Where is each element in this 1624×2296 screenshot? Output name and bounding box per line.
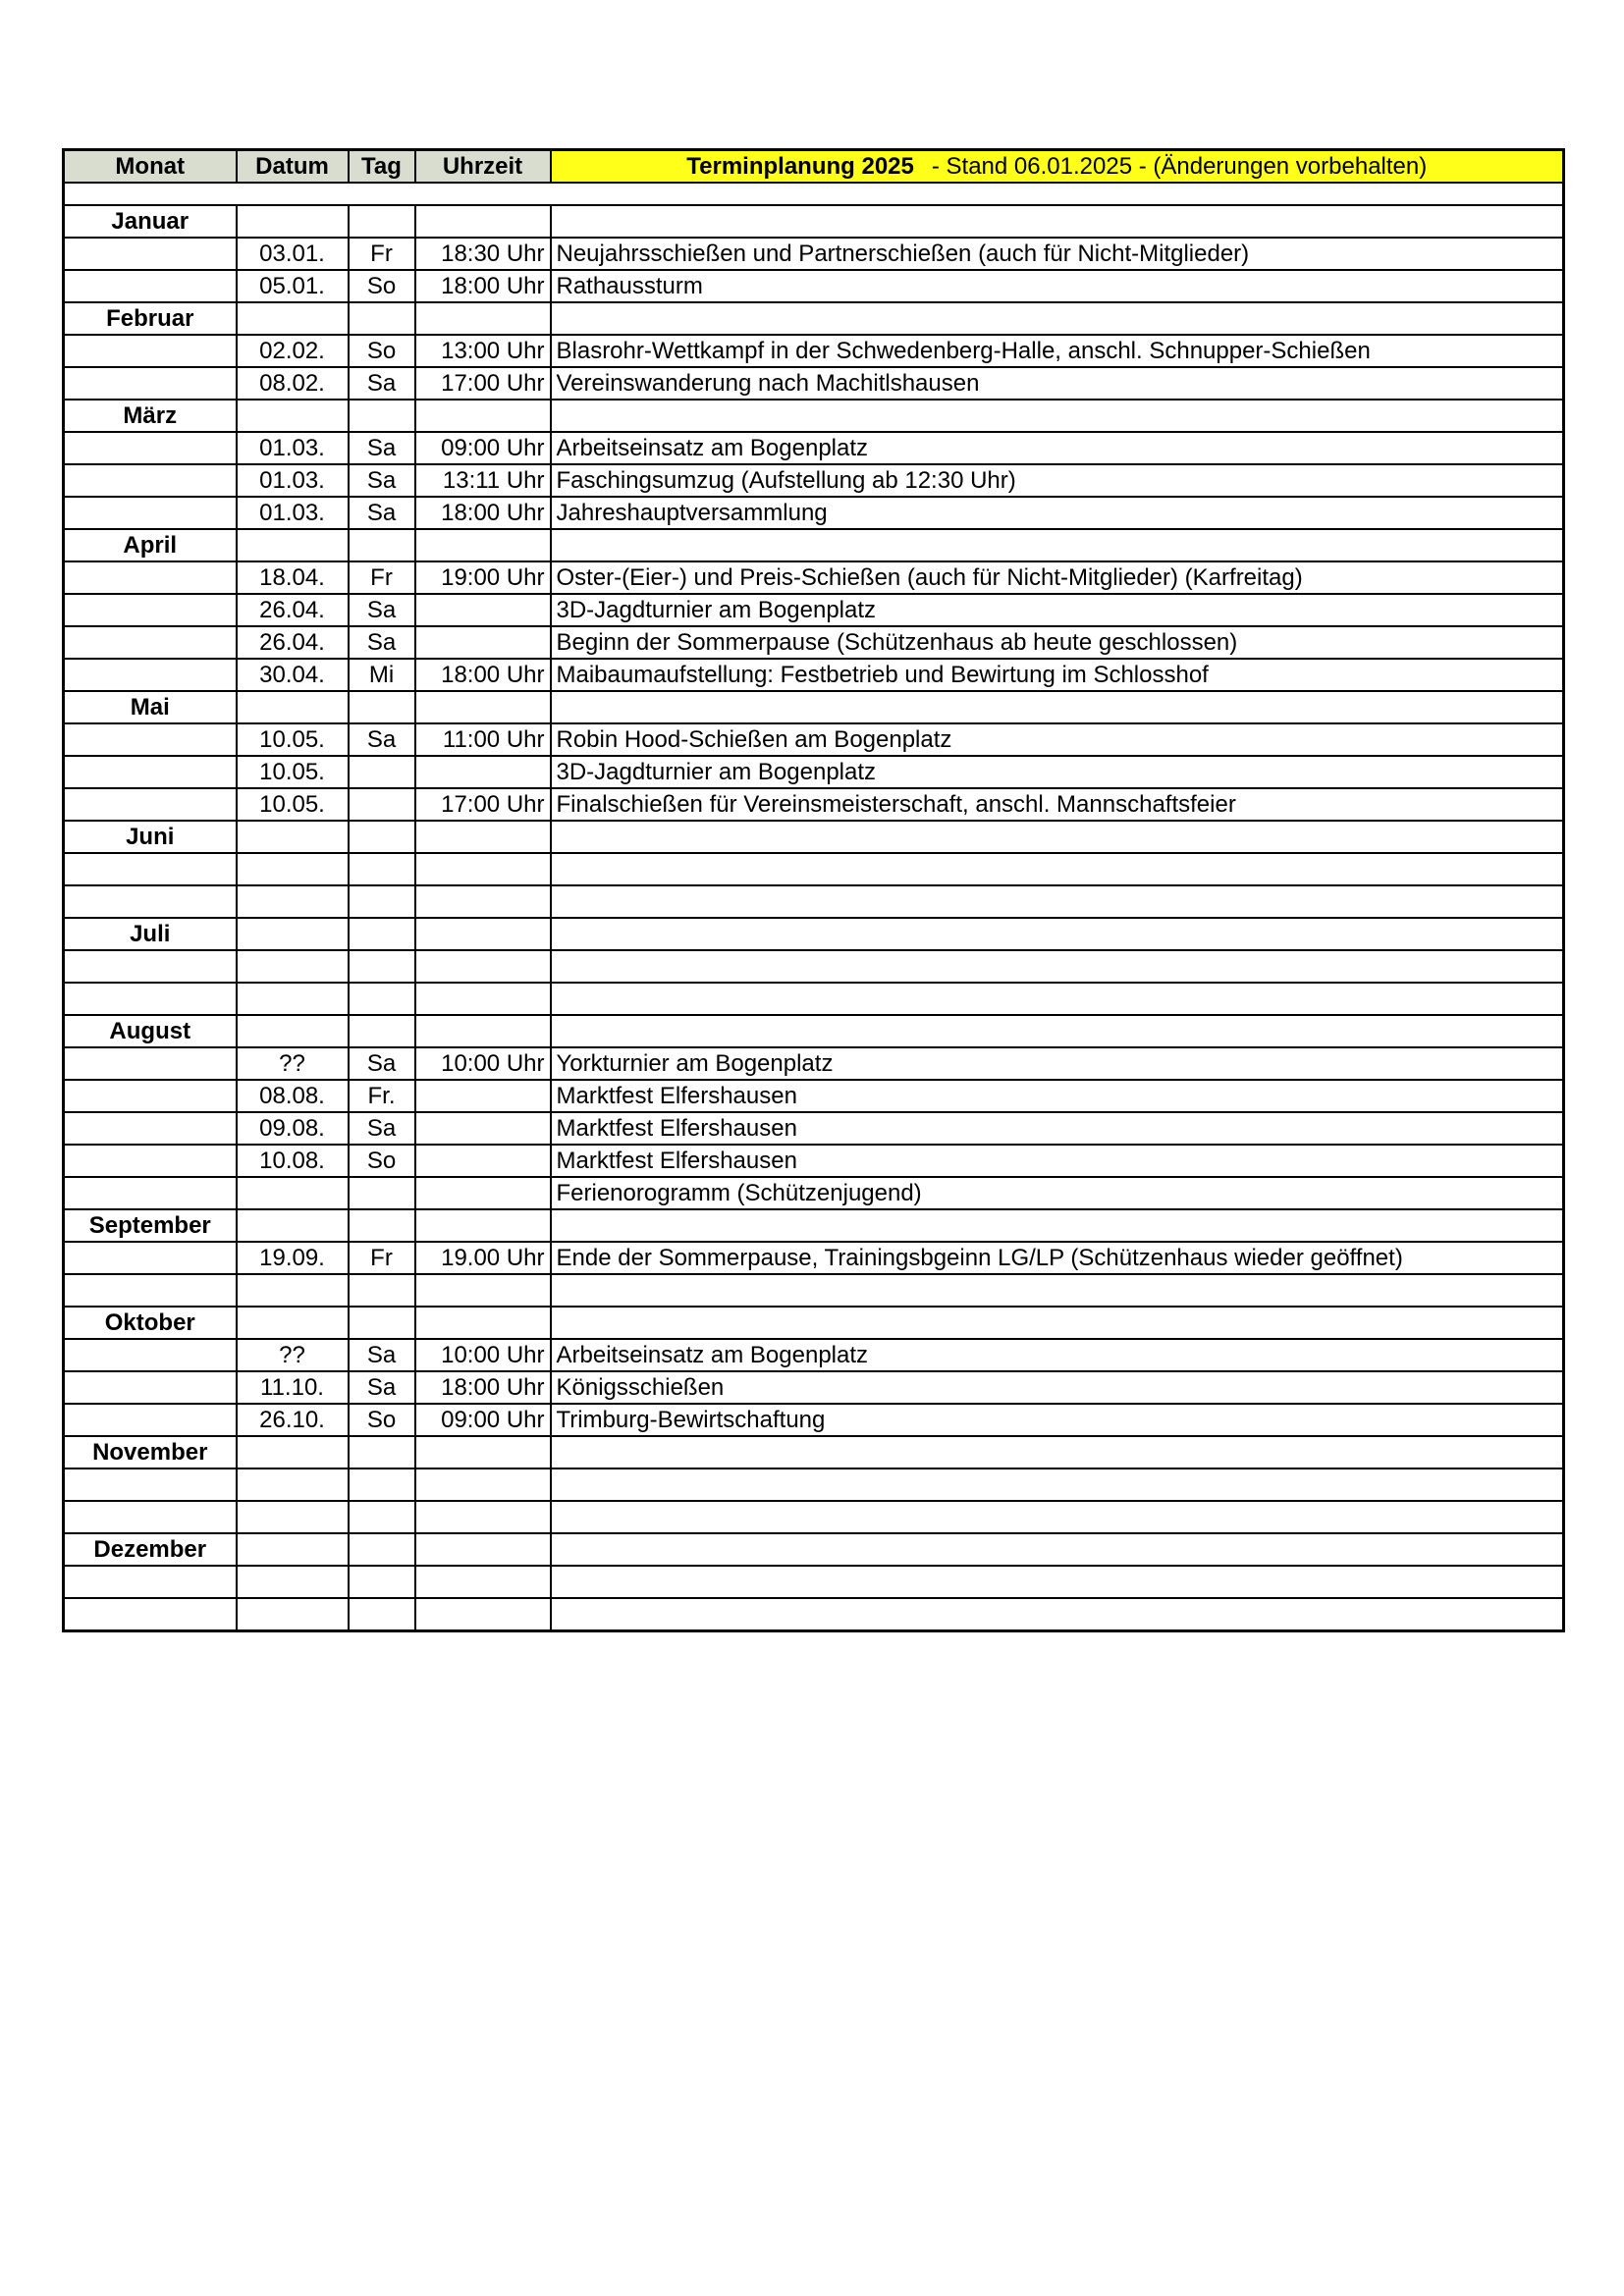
cell-tag — [349, 205, 415, 238]
cell-tag — [349, 1209, 415, 1242]
cell-event — [551, 1307, 1564, 1339]
cell-tag: Sa — [349, 626, 415, 659]
cell-event: Finalschießen für Vereinsmeisterschaft, anschl. Mannschaftsfeier — [551, 788, 1564, 821]
cell-uhrzeit: 13:00 Uhr — [415, 335, 551, 367]
table-row — [64, 497, 1564, 529]
cell-uhrzeit — [415, 1598, 551, 1631]
cell-event — [551, 853, 1564, 885]
cell-event: Neujahrsschießen und Partnerschießen (auch für Nicht-Mitglieder) — [551, 238, 1564, 270]
cell-uhrzeit — [415, 594, 551, 626]
cell-event — [551, 1533, 1564, 1566]
cell-uhrzeit: 11:00 Uhr — [415, 723, 551, 756]
cell-uhrzeit — [415, 1080, 551, 1112]
cell-uhrzeit — [415, 821, 551, 853]
cell-uhrzeit: 17:00 Uhr — [415, 788, 551, 821]
cell-event: Beginn der Sommerpause (Schützenhaus ab heute geschlossen) — [551, 626, 1564, 659]
cell-event: Arbeitseinsatz am Bogenplatz — [551, 432, 1564, 464]
cell-datum — [237, 400, 349, 432]
month-row — [64, 691, 1564, 723]
cell-datum — [237, 691, 349, 723]
cell-monat — [64, 950, 237, 983]
cell-monat — [64, 1112, 237, 1145]
month-row — [64, 1209, 1564, 1242]
table-row — [64, 238, 1564, 270]
cell-monat — [64, 1468, 237, 1501]
cell-tag — [349, 1177, 415, 1209]
table-row — [64, 367, 1564, 400]
cell-tag — [349, 400, 415, 432]
cell-event — [551, 1598, 1564, 1631]
cell-monat — [64, 1080, 237, 1112]
cell-tag — [349, 885, 415, 918]
cell-uhrzeit — [415, 626, 551, 659]
month-row — [64, 529, 1564, 561]
cell-tag: Fr — [349, 561, 415, 594]
cell-event: Yorkturnier am Bogenplatz — [551, 1047, 1564, 1080]
cell-monat — [64, 270, 237, 302]
cell-tag — [349, 529, 415, 561]
schedule-body — [64, 205, 1564, 1631]
cell-event: Ende der Sommerpause, Trainingsbgeinn LG/LP (Schützenhaus wieder geöffnet) — [551, 1242, 1564, 1274]
document-title: Terminplanung 2025 — [686, 152, 914, 180]
cell-tag — [349, 1015, 415, 1047]
table-row — [64, 1177, 1564, 1209]
cell-uhrzeit — [415, 1501, 551, 1533]
cell-monat: August — [64, 1015, 237, 1047]
cell-tag: Mi — [349, 659, 415, 691]
cell-event — [551, 205, 1564, 238]
table-row — [64, 950, 1564, 983]
cell-monat — [64, 659, 237, 691]
cell-datum — [237, 950, 349, 983]
cell-tag — [349, 302, 415, 335]
cell-datum — [237, 1501, 349, 1533]
cell-uhrzeit — [415, 1177, 551, 1209]
cell-datum — [237, 1598, 349, 1631]
cell-uhrzeit: 09:00 Uhr — [415, 432, 551, 464]
cell-uhrzeit — [415, 1533, 551, 1566]
cell-uhrzeit: 19.00 Uhr — [415, 1242, 551, 1274]
cell-datum: 11.10. — [237, 1371, 349, 1404]
table-row — [64, 853, 1564, 885]
cell-monat — [64, 1242, 237, 1274]
cell-monat: November — [64, 1436, 237, 1468]
cell-event: Marktfest Elfershausen — [551, 1112, 1564, 1145]
cell-datum — [237, 302, 349, 335]
cell-datum: 26.04. — [237, 626, 349, 659]
cell-event: Marktfest Elfershausen — [551, 1145, 1564, 1177]
cell-monat: Juni — [64, 821, 237, 853]
cell-tag: Sa — [349, 497, 415, 529]
cell-tag — [349, 756, 415, 788]
cell-tag — [349, 1436, 415, 1468]
cell-datum: 10.05. — [237, 788, 349, 821]
cell-event: Oster-(Eier-) und Preis-Schießen (auch für Nicht-Mitglieder) (Karfreitag) — [551, 561, 1564, 594]
cell-tag — [349, 691, 415, 723]
cell-monat — [64, 983, 237, 1015]
cell-datum: 01.03. — [237, 464, 349, 497]
cell-tag — [349, 1566, 415, 1598]
cell-monat — [64, 626, 237, 659]
cell-monat — [64, 1274, 237, 1307]
table-row — [64, 723, 1564, 756]
cell-datum — [237, 1274, 349, 1307]
cell-uhrzeit — [415, 205, 551, 238]
month-row — [64, 1307, 1564, 1339]
cell-monat — [64, 853, 237, 885]
cell-monat — [64, 1501, 237, 1533]
cell-datum: 03.01. — [237, 238, 349, 270]
cell-event — [551, 1274, 1564, 1307]
cell-uhrzeit — [415, 691, 551, 723]
table-row — [64, 1339, 1564, 1371]
cell-datum: 01.03. — [237, 432, 349, 464]
document-status-note: - Stand 06.01.2025 - (Änderungen vorbehalten) — [931, 152, 1428, 180]
table-row — [64, 561, 1564, 594]
cell-uhrzeit — [415, 1209, 551, 1242]
cell-monat: März — [64, 400, 237, 432]
cell-event — [551, 918, 1564, 950]
cell-monat: Februar — [64, 302, 237, 335]
cell-event — [551, 983, 1564, 1015]
table-row — [64, 1598, 1564, 1631]
cell-event — [551, 1566, 1564, 1598]
cell-datum: 18.04. — [237, 561, 349, 594]
table-row — [64, 1145, 1564, 1177]
table-row — [64, 788, 1564, 821]
cell-event: Robin Hood-Schießen am Bogenplatz — [551, 723, 1564, 756]
cell-uhrzeit — [415, 302, 551, 335]
cell-datum: 05.01. — [237, 270, 349, 302]
cell-monat — [64, 1047, 237, 1080]
cell-uhrzeit: 10:00 Uhr — [415, 1339, 551, 1371]
cell-event — [551, 1436, 1564, 1468]
cell-monat: April — [64, 529, 237, 561]
cell-event — [551, 1501, 1564, 1533]
table-row — [64, 983, 1564, 1015]
cell-event — [551, 400, 1564, 432]
table-row — [64, 756, 1564, 788]
cell-datum: 10.05. — [237, 756, 349, 788]
cell-monat — [64, 497, 237, 529]
cell-datum — [237, 1209, 349, 1242]
cell-datum — [237, 1533, 349, 1566]
cell-event — [551, 1209, 1564, 1242]
cell-event — [551, 950, 1564, 983]
cell-monat — [64, 1371, 237, 1404]
cell-datum — [237, 853, 349, 885]
cell-uhrzeit: 18:00 Uhr — [415, 1371, 551, 1404]
cell-monat — [64, 561, 237, 594]
cell-monat — [64, 1598, 237, 1631]
cell-tag — [349, 821, 415, 853]
table-row — [64, 594, 1564, 626]
cell-monat — [64, 756, 237, 788]
cell-uhrzeit — [415, 1015, 551, 1047]
cell-event: 3D-Jagdturnier am Bogenplatz — [551, 756, 1564, 788]
cell-uhrzeit — [415, 950, 551, 983]
cell-datum — [237, 1177, 349, 1209]
cell-datum: 08.08. — [237, 1080, 349, 1112]
cell-datum — [237, 1015, 349, 1047]
cell-datum: 19.09. — [237, 1242, 349, 1274]
cell-uhrzeit — [415, 400, 551, 432]
cell-event: Arbeitseinsatz am Bogenplatz — [551, 1339, 1564, 1371]
cell-datum: 26.04. — [237, 594, 349, 626]
cell-datum — [237, 885, 349, 918]
cell-datum — [237, 529, 349, 561]
month-row — [64, 205, 1564, 238]
cell-uhrzeit — [415, 756, 551, 788]
table-row — [64, 270, 1564, 302]
table-row — [64, 1080, 1564, 1112]
cell-monat — [64, 1145, 237, 1177]
cell-monat: Juli — [64, 918, 237, 950]
col-header-title — [551, 150, 1564, 184]
cell-uhrzeit: 17:00 Uhr — [415, 367, 551, 400]
cell-tag — [349, 1598, 415, 1631]
cell-datum: ?? — [237, 1339, 349, 1371]
cell-uhrzeit: 18:30 Uhr — [415, 238, 551, 270]
cell-uhrzeit — [415, 1274, 551, 1307]
cell-tag: So — [349, 335, 415, 367]
cell-uhrzeit: 18:00 Uhr — [415, 659, 551, 691]
table-row — [64, 1047, 1564, 1080]
cell-monat — [64, 464, 237, 497]
cell-monat: Januar — [64, 205, 237, 238]
cell-event: Blasrohr-Wettkampf in der Schwedenberg-Halle, anschl. Schnupper-Schießen — [551, 335, 1564, 367]
cell-datum — [237, 205, 349, 238]
cell-datum — [237, 1468, 349, 1501]
table-row — [64, 1404, 1564, 1436]
cell-tag — [349, 788, 415, 821]
cell-uhrzeit — [415, 885, 551, 918]
cell-monat — [64, 1404, 237, 1436]
cell-monat — [64, 788, 237, 821]
cell-uhrzeit — [415, 1145, 551, 1177]
month-row — [64, 302, 1564, 335]
col-header-tag: Tag — [349, 150, 415, 184]
table-row — [64, 432, 1564, 464]
cell-tag: Sa — [349, 1112, 415, 1145]
cell-monat: Mai — [64, 691, 237, 723]
month-row — [64, 1533, 1564, 1566]
cell-event — [551, 529, 1564, 561]
table-row — [64, 1371, 1564, 1404]
cell-tag: Sa — [349, 1047, 415, 1080]
cell-monat — [64, 885, 237, 918]
table-row — [64, 1112, 1564, 1145]
cell-tag — [349, 1501, 415, 1533]
cell-event — [551, 302, 1564, 335]
cell-event: Trimburg-Bewirtschaftung — [551, 1404, 1564, 1436]
cell-datum — [237, 1307, 349, 1339]
cell-uhrzeit — [415, 983, 551, 1015]
cell-monat — [64, 1177, 237, 1209]
month-row — [64, 918, 1564, 950]
cell-monat: September — [64, 1209, 237, 1242]
cell-tag: Sa — [349, 1339, 415, 1371]
col-header-datum: Datum — [237, 150, 349, 184]
cell-tag — [349, 1533, 415, 1566]
cell-tag: Sa — [349, 594, 415, 626]
cell-tag: So — [349, 270, 415, 302]
col-header-uhrzeit: Uhrzeit — [415, 150, 551, 184]
schedule-table — [62, 148, 1565, 1632]
cell-event: Maibaumaufstellung: Festbetrieb und Bewirtung im Schlosshof — [551, 659, 1564, 691]
cell-datum: ?? — [237, 1047, 349, 1080]
cell-tag — [349, 1274, 415, 1307]
cell-tag — [349, 983, 415, 1015]
cell-tag — [349, 918, 415, 950]
cell-monat — [64, 594, 237, 626]
spacer-row — [64, 183, 1564, 205]
cell-datum: 10.08. — [237, 1145, 349, 1177]
cell-monat — [64, 367, 237, 400]
cell-monat: Oktober — [64, 1307, 237, 1339]
cell-uhrzeit — [415, 1566, 551, 1598]
month-row — [64, 400, 1564, 432]
table-row — [64, 626, 1564, 659]
cell-monat — [64, 335, 237, 367]
cell-datum: 10.05. — [237, 723, 349, 756]
table-row — [64, 1501, 1564, 1533]
cell-monat: Dezember — [64, 1533, 237, 1566]
cell-monat — [64, 432, 237, 464]
cell-event: Ferienorogramm (Schützenjugend) — [551, 1177, 1564, 1209]
cell-datum: 30.04. — [237, 659, 349, 691]
cell-uhrzeit — [415, 918, 551, 950]
cell-datum — [237, 821, 349, 853]
cell-tag — [349, 853, 415, 885]
cell-event: 3D-Jagdturnier am Bogenplatz — [551, 594, 1564, 626]
cell-tag: So — [349, 1404, 415, 1436]
table-row — [64, 1468, 1564, 1501]
month-row — [64, 821, 1564, 853]
cell-datum — [237, 918, 349, 950]
month-row — [64, 1015, 1564, 1047]
cell-datum — [237, 1566, 349, 1598]
cell-event: Rathaussturm — [551, 270, 1564, 302]
cell-datum — [237, 1436, 349, 1468]
cell-monat — [64, 723, 237, 756]
cell-datum: 26.10. — [237, 1404, 349, 1436]
cell-datum: 01.03. — [237, 497, 349, 529]
spacer-cell — [64, 183, 1564, 205]
cell-event: Faschingsumzug (Aufstellung ab 12:30 Uhr) — [551, 464, 1564, 497]
cell-tag — [349, 950, 415, 983]
cell-tag: Sa — [349, 464, 415, 497]
cell-tag — [349, 1307, 415, 1339]
table-row — [64, 1566, 1564, 1598]
cell-uhrzeit — [415, 1307, 551, 1339]
cell-tag: Sa — [349, 367, 415, 400]
cell-event: Marktfest Elfershausen — [551, 1080, 1564, 1112]
cell-monat — [64, 1566, 237, 1598]
cell-event — [551, 1015, 1564, 1047]
cell-tag — [349, 1468, 415, 1501]
cell-event — [551, 1468, 1564, 1501]
cell-event — [551, 821, 1564, 853]
cell-datum — [237, 983, 349, 1015]
cell-tag: So — [349, 1145, 415, 1177]
cell-uhrzeit: 18:00 Uhr — [415, 497, 551, 529]
cell-uhrzeit: 19:00 Uhr — [415, 561, 551, 594]
table-row — [64, 335, 1564, 367]
cell-uhrzeit — [415, 1436, 551, 1468]
cell-uhrzeit: 18:00 Uhr — [415, 270, 551, 302]
cell-event: Vereinswanderung nach Machitlshausen — [551, 367, 1564, 400]
table-row — [64, 1274, 1564, 1307]
cell-tag: Sa — [349, 723, 415, 756]
cell-event — [551, 885, 1564, 918]
cell-uhrzeit: 13:11 Uhr — [415, 464, 551, 497]
table-row — [64, 885, 1564, 918]
cell-monat — [64, 1339, 237, 1371]
cell-uhrzeit: 09:00 Uhr — [415, 1404, 551, 1436]
table-row — [64, 659, 1564, 691]
col-header-monat: Monat — [64, 150, 237, 184]
cell-event: Königsschießen — [551, 1371, 1564, 1404]
month-row — [64, 1436, 1564, 1468]
cell-uhrzeit — [415, 1468, 551, 1501]
table-row — [64, 1242, 1564, 1274]
cell-monat — [64, 238, 237, 270]
cell-tag: Fr. — [349, 1080, 415, 1112]
table-row — [64, 464, 1564, 497]
header-row — [64, 150, 1564, 184]
cell-event: Jahreshauptversammlung — [551, 497, 1564, 529]
cell-datum: 08.02. — [237, 367, 349, 400]
cell-tag: Sa — [349, 432, 415, 464]
cell-uhrzeit — [415, 853, 551, 885]
cell-tag: Sa — [349, 1371, 415, 1404]
cell-uhrzeit — [415, 1112, 551, 1145]
cell-tag: Fr — [349, 238, 415, 270]
cell-datum: 09.08. — [237, 1112, 349, 1145]
cell-tag: Fr — [349, 1242, 415, 1274]
cell-uhrzeit — [415, 529, 551, 561]
cell-uhrzeit: 10:00 Uhr — [415, 1047, 551, 1080]
cell-datum: 02.02. — [237, 335, 349, 367]
cell-event — [551, 691, 1564, 723]
